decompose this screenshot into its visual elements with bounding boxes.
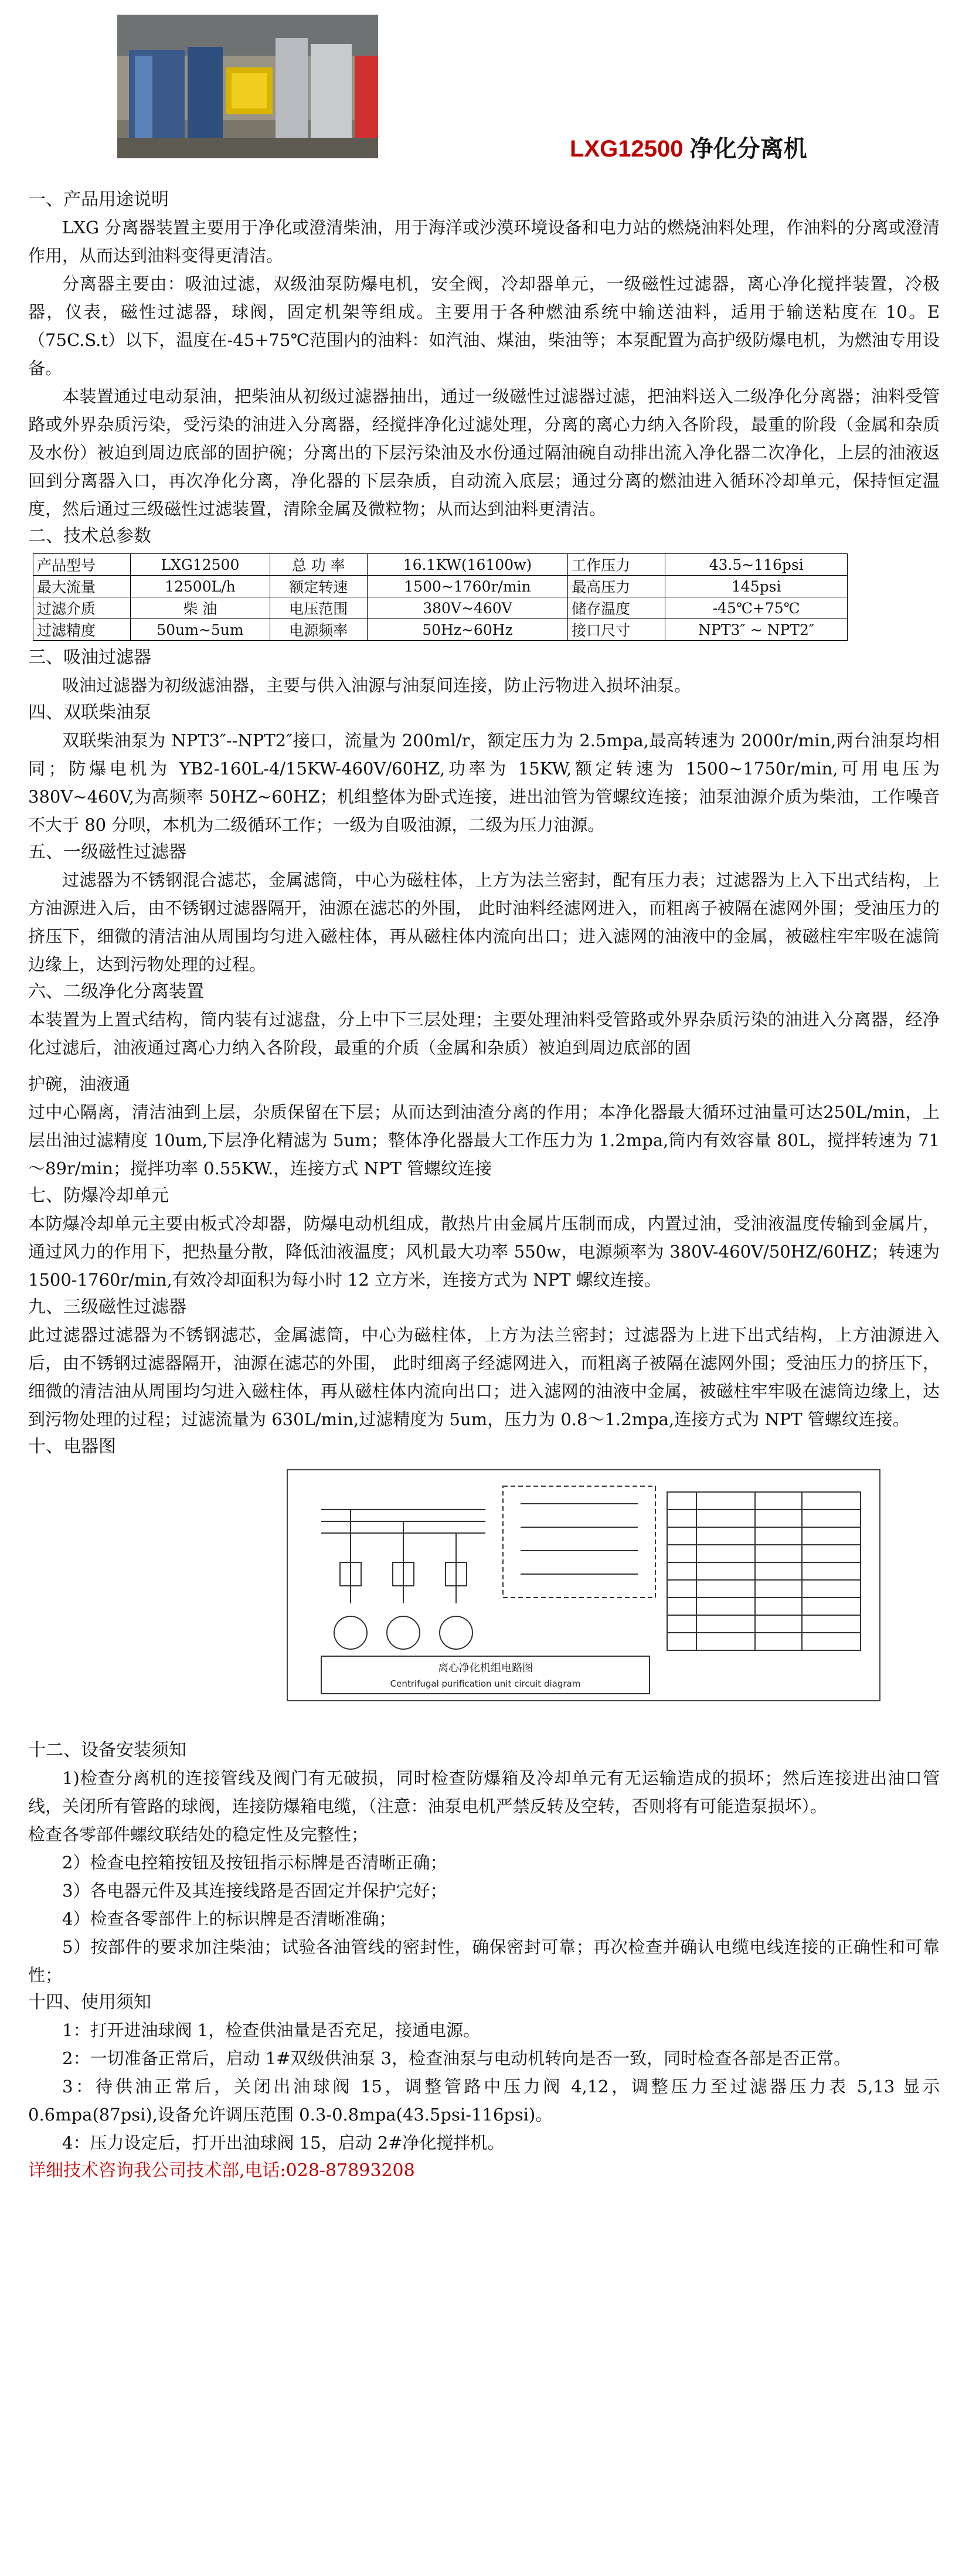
paragraph: 此过滤器过滤器为不锈钢滤芯，金属滤筒，中心为磁柱体，上方为法兰密封；过滤器为上进下出式结构，上方油源进入后，由不锈钢过滤器隔开，油源在滤芯的外围， 此时细离子经滤网进入，而粗离子被隔在滤网外围；受油压力的挤压下，细微的清洁油从周围均匀进入磁柱体，再从磁柱体内流向出口；进入滤网的油液中金属，被磁柱牢牢吸在滤筒边缘上，达到污物处理的过程；过滤流量为 630L/min,过滤精度为 5um，压力为 0.8～1.2mpa,连接方式为 NPT 管螺纹连接。 [28, 1325, 940, 1429]
table-cell: 工作压力 [568, 554, 665, 576]
table-cell: 储存温度 [568, 597, 665, 619]
table-cell: 1500~1760r/min [367, 576, 567, 597]
product-photo-image [117, 15, 378, 158]
section-heading: 四、双联柴油泵 [28, 702, 151, 723]
table-row [33, 576, 848, 597]
contact-line: 详细技术咨询我公司技术部,电话:028-87893208 [28, 2160, 415, 2181]
title-model: LXG12500 [570, 136, 684, 162]
paragraph: 吸油过滤器为初级滤油器，主要与供入油源与油泵间连接，防止污物进入损坏油泵。 [62, 675, 692, 695]
table-cell: 最高压力 [568, 576, 665, 597]
paragraph: 本装置通过电动泵油，把柴油从初级过滤器抽出，通过一级磁性过滤器过滤，把油料送入二级净化分离器；油料受管路或外界杂质污染，受污染的油进入分离器，经搅拌净化过滤处理，分离的离心力纳入各阶段，最重的阶段（金属和杂质及水份）被迫到周边底部的固护碗；分离出的下层污染油及水份通过隔油碗自动排出流入净化器二次净化，上层的油液返回到分离器入口，再次净化分离，净化器的下层杂质，自动流入底层；通过分离的燃油进入循环冷却单元，保持恒定温度，然后通过三级磁性过滤装置，清除金属及微粒物；从而达到油料更清洁。 [28, 386, 940, 519]
table-cell: 16.1KW(16100w) [367, 554, 567, 576]
title-name: 净化分离机 [689, 136, 807, 162]
paragraph: 4）检查各零部件上的标识牌是否清晰准确； [62, 1909, 396, 1929]
section-heading: 十四、使用须知 [28, 1992, 151, 2013]
diagram-caption-en: Centrifugal purification unit circuit diagram [390, 1678, 581, 1689]
paragraph: 过滤器为不锈钢混合滤芯，金属滤筒，中心为磁柱体，上方为法兰密封，配有压力表；过滤器为上入下出式结构，上方油源进入后，由不锈钢过滤器隔开，油源在滤芯的外围， 此时油料经滤网进入，而粗离子被隔在滤网外围；受油压力的挤压下，细微的清洁油从周围均匀进入磁柱体，再从磁柱体内流向出口；进入滤网的油液中的金属，被磁柱牢牢吸在滤筒边缘上，达到污物处理的过程。 [28, 870, 940, 974]
table-row [33, 597, 848, 619]
table-cell: 柴 油 [131, 597, 270, 619]
page-title [570, 130, 807, 164]
paragraph: 5）按部件的要求加注柴油；试验各油管线的密封性，确保密封可靠；再次检查并确认电缆电线连接的正确性和可靠性； [28, 1937, 940, 1985]
paragraph: 2：一切准备正常后，启动 1#双级供油泵 3，检查油泵与电动机转向是否一致，同时检查各部是否正常。 [62, 2048, 851, 2068]
table-cell: 过滤精度 [33, 619, 131, 641]
section-heading: 九、三级磁性过滤器 [28, 1297, 186, 1317]
paragraph: 1：打开进油球阀 1，检查供油量是否充足，接通电源。 [62, 2020, 481, 2040]
table-cell: 最大流量 [33, 576, 131, 597]
section-heading: 七、防爆冷却单元 [28, 1185, 169, 1206]
paragraph: 本防爆冷却单元主要由板式冷却器，防爆电动机组成，散热片由金属片压制而成，内置过油，受油液温度传输到金属片，通过风力的作用下，把热量分散，降低油液温度；风机最大功率 550w，电源频率为 380V-460V/50HZ/60HZ；转速为 1500-1760r/min,有效冷却面积为每小时 12 立方米，连接方式为 NPT 螺纹连接。 [28, 1214, 940, 1290]
paragraph: 3）各电器元件及其连接线路是否固定并保护完好； [62, 1881, 447, 1901]
table-cell: 50Hz~60Hz [367, 619, 567, 641]
paragraph: 3：待供油正常后，关闭出油球阀 15，调整管路中压力阀 4,12，调整压力至过滤器压力表 5,13 显示0.6mpa(87psi),设备允许调压范围 0.3-0.8mpa(43.5psi-116psi)。 [28, 2077, 940, 2125]
circuit-diagram [286, 1469, 881, 1702]
table-cell: 接口尺寸 [568, 619, 665, 641]
product-photo [117, 15, 378, 158]
table-cell: 电源频率 [270, 619, 367, 641]
table-cell: 43.5~116psi [665, 554, 848, 576]
table-cell: 50um~5um [131, 619, 270, 641]
paragraph: LXG 分离器装置主要用于净化或澄清柴油，用于海洋或沙漠环境设备和电力站的燃烧油料处理，作油料的分离或澄清作用，从而达到油料变得更清洁。 [28, 218, 940, 266]
table-row [33, 554, 848, 576]
section-heading: 五、一级磁性过滤器 [28, 842, 186, 862]
paragraph: 分离器主要由：吸油过滤，双级油泵防爆电机，安全阀，冷却器单元，一级磁性过滤器，离心净化搅拌装置，冷极器，仪表，磁性过滤器，球阀，固定机架等组成。主要用于各种燃油系统中输送油料，适用于输送粘度在 10。E（75C.S.t）以下，温度在-45+75℃范围内的油料：如汽油、煤油，柴油等；本泵配置为高护级防爆电机，为燃油专用设备。 [28, 274, 940, 378]
diagram-caption-cn: 离心净化机组电路图 [438, 1662, 533, 1674]
paragraph: 4：压力设定后，打开出油球阀 15，启动 2#净化搅拌机。 [62, 2133, 505, 2153]
table-cell: 145psi [665, 576, 848, 597]
section-heading: 二、技术总参数 [28, 526, 151, 546]
paragraph: 1)检查分离机的连接管线及阀门有无破损，同时检查防爆箱及冷却单元有无运输造成的损坏；然后连接进出油口管线，关闭所有管路的球阀，连接防爆箱电缆，（注意：油泵电机严禁反转及空转，否则将有可能造泵损坏）。 [28, 1768, 940, 1816]
section-heading: 十、电器图 [28, 1436, 116, 1457]
section-heading: 一、产品用途说明 [28, 189, 169, 210]
section-heading: 六、二级净化分离装置 [28, 981, 204, 1002]
table-cell: 总 功 率 [270, 554, 367, 576]
section-heading: 十二、设备安装须知 [28, 1740, 186, 1761]
circuit-diagram-drawing [286, 1469, 881, 1702]
paragraph: 过中心隔离，清洁油到上层，杂质保留在下层；从而达到油渣分离的作用；本净化器最大循环过油量可达250L/min，上层出油过滤精度 10um,下层净化精滤为 5um；整体净化器最大工作压力为 1.2mpa,筒内有效容量 80L，搅拌转速为 71～89r/min；搅拌功率 0.55KW.，连接方式 NPT 管螺纹连接 [28, 1102, 940, 1178]
table-cell: 12500L/h [131, 576, 270, 597]
table-cell: NPT3″ ~ NPT2″ [665, 619, 848, 641]
table-cell: -45℃+75℃ [665, 597, 848, 619]
table-cell: 电压范围 [270, 597, 367, 619]
table-cell: 额定转速 [270, 576, 367, 597]
table-cell: 380V~460V [367, 597, 567, 619]
spec-table [33, 553, 848, 641]
paragraph: 双联柴油泵为 NPT3″--NPT2″接口，流量为 200ml/r，额定压力为 2.5mpa,最高转速为 2000r/min,两台油泵均相同；防爆电机为 YB2-160L-4/15KW-460V/60HZ,功率为 15KW,额定转速为 1500~1750r/min,可用电压为380V~460V,为高频率 50HZ~60HZ；机组整体为卧式连接，进出油管为管螺纹连接；油泵油源介质为柴油，工作噪音不大于 80 分呗，本机为二级循环工作；一级为自吸油源，二级为压力油源。 [28, 730, 940, 835]
paragraph: 检查各零部件螺纹联结处的稳定性及完整性； [28, 1824, 369, 1844]
section-heading: 三、吸油过滤器 [28, 647, 151, 668]
document-body [28, 186, 940, 2185]
paragraph: 本装置为上置式结构，筒内装有过滤盘，分上中下三层处理；主要处理油料受管路或外界杂质污染的油进入分离器，经净化过滤后，油液通过离心力纳入各阶段，最重的介质（金属和杂质）被迫到周边底部的固 [28, 1010, 940, 1058]
paragraph: 2）检查电控箱按钮及按钮指示标牌是否清晰正确； [62, 1853, 447, 1872]
paragraph: 护碗，油液通 [28, 1074, 131, 1094]
table-cell: 产品型号 [33, 554, 131, 576]
table-row [33, 619, 848, 641]
table-cell: LXG12500 [131, 554, 270, 576]
table-cell: 过滤介质 [33, 597, 131, 619]
